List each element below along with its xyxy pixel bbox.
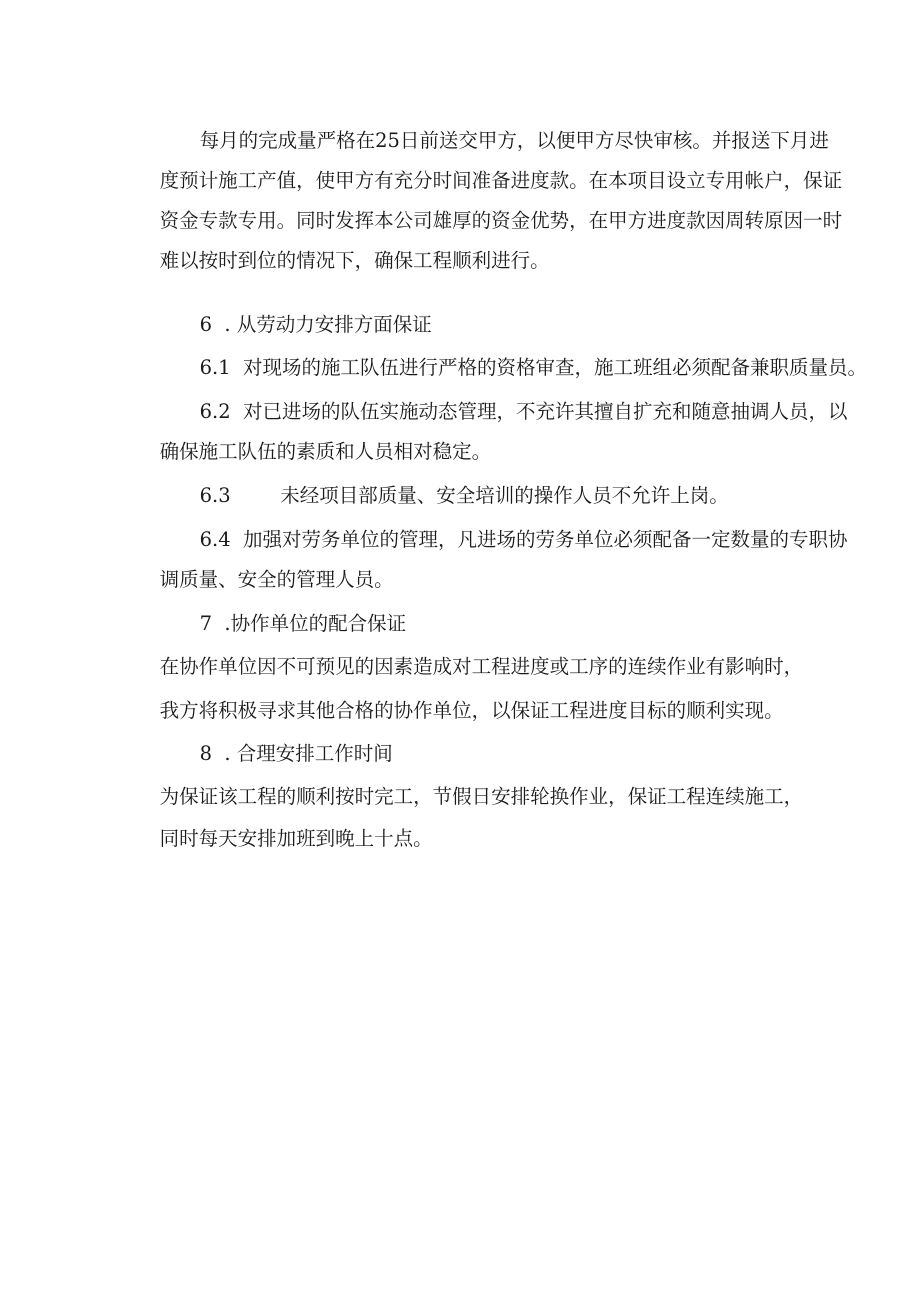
text-line bbox=[150, 457, 729, 507]
text-line bbox=[150, 715, 393, 765]
text-line bbox=[110, 142, 843, 192]
line-text: 每月的完成量严格在25日前送交甲方，以便甲方尽快审核。并报送下月进 bbox=[199, 129, 829, 152]
text-line bbox=[150, 329, 868, 379]
line-text: 6.2 对已进场的队伍实施动态管理，不充许其擅自扩充和随意抽调人员，以 bbox=[199, 400, 848, 423]
line-text: 调质量、安全的管理人员。 bbox=[159, 568, 394, 591]
heading-text: 7 .协作单位的配合保证 bbox=[199, 612, 407, 635]
line-text: 在协作单位因不可预见的因素造成对工程进度或工序的连续作业有影响时， bbox=[159, 655, 804, 678]
text-line bbox=[150, 585, 407, 635]
text-line bbox=[150, 286, 432, 336]
line-text: 资金专款专用。同时发挥本公司雄厚的资金优势，在甲方进度款因周转原因一时 bbox=[159, 209, 843, 232]
text-line bbox=[110, 222, 550, 272]
text-line bbox=[110, 758, 804, 808]
line-text: 6.4 加强对劳务单位的管理，凡进场的劳务单位必须配备一定数量的专职协 bbox=[199, 528, 848, 551]
text-line bbox=[110, 413, 492, 463]
line-text: 度预计施工产值，使甲方有充分时间准备进度款。在本项目设立专用帐户，保证 bbox=[159, 169, 843, 192]
heading-text: 6 . 从劳动力安排方面保证 bbox=[199, 313, 432, 336]
line-text: 6.1 对现场的施工队伍进行严格的资格审查，施工班组必须配备兼职质量员。 bbox=[199, 356, 868, 379]
line-text: 我方将积极寻求其他合格的协作单位，以保证工程进度目标的顺利实现。 bbox=[159, 699, 784, 722]
text-line bbox=[150, 501, 848, 551]
heading-text: 8 . 合理安排工作时间 bbox=[199, 742, 393, 765]
text-line bbox=[110, 541, 394, 591]
text-line bbox=[110, 672, 784, 722]
line-text: 同时每天安排加班到晚上十点。 bbox=[159, 827, 433, 850]
text-line bbox=[150, 373, 848, 423]
text-line bbox=[150, 102, 829, 152]
text-line bbox=[110, 800, 433, 850]
text-line bbox=[110, 628, 804, 678]
line-text: 6.3 未经项目部质量、安全培训的操作人员不允许上岗。 bbox=[199, 484, 729, 507]
line-text: 确保施工队伍的素质和人员相对稳定。 bbox=[159, 440, 492, 463]
line-text: 难以按时到位的情况下，确保工程顺利进行。 bbox=[159, 249, 550, 272]
text-line bbox=[110, 182, 843, 232]
line-text: 为保证该工程的顺利按时完工，节假日安排轮换作业，保证工程连续施工， bbox=[159, 785, 804, 808]
